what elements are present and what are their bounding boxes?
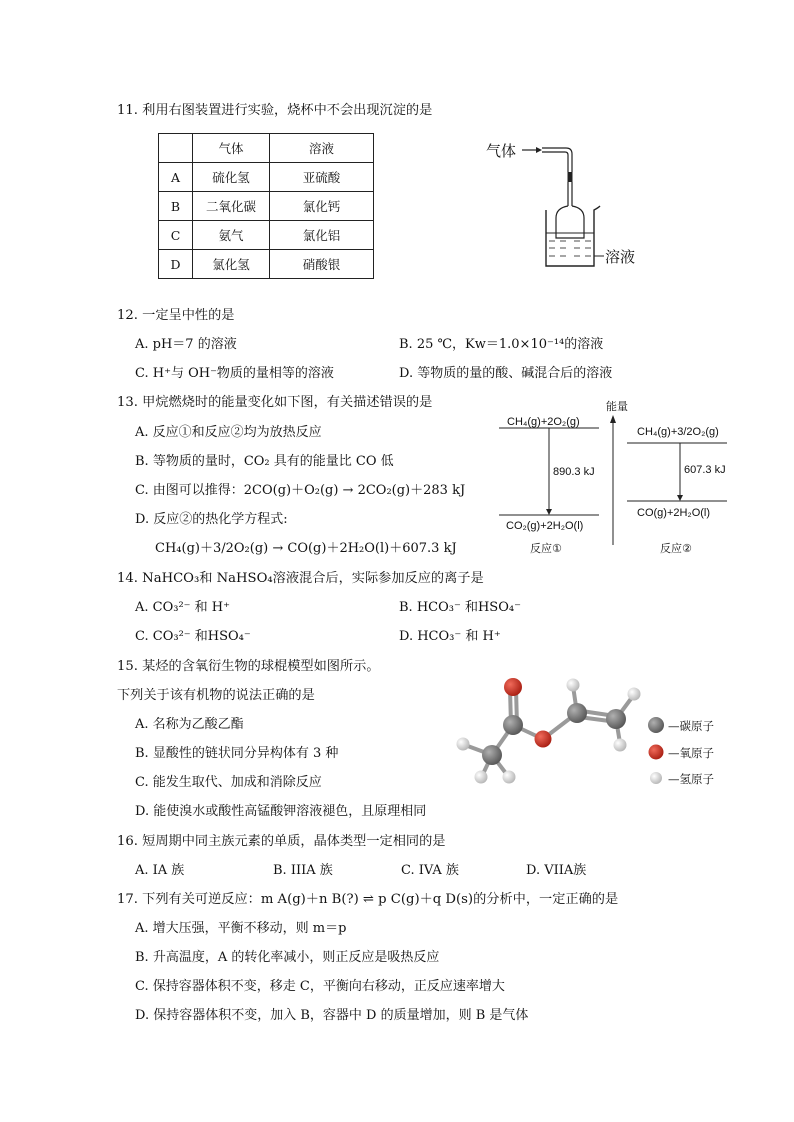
q17-option-c: C. 保持容器体积不变，移走 C，平衡向右移动，正反应速率增大 (135, 979, 505, 994)
hydrogen-atom (475, 771, 488, 784)
q15-option-c: C. 能发生取代、加成和消除反应 (135, 775, 322, 790)
q13-option-d: D. 反应②的热化学方程式: (135, 512, 288, 527)
table-cell: 氨气 (193, 221, 270, 250)
carbon-atom (567, 703, 587, 723)
table-cell: 溶液 (270, 134, 374, 163)
table-cell: 亚硫酸 (270, 163, 374, 192)
q14-option-a: A. CO₃²⁻ 和 H⁺ (135, 600, 231, 615)
r1-value-label: 890.3 kJ (553, 466, 595, 478)
table-cell (159, 134, 193, 163)
table-cell: 气体 (193, 134, 270, 163)
q13-stem: 13. 甲烷燃烧时的能量变化如下图，有关描述错误的是 (117, 395, 433, 410)
q17-option-a: A. 增大压强，平衡不移动，则 m＝p (135, 921, 347, 936)
hydrogen-legend-icon (650, 772, 662, 784)
gas-apparatus-figure (520, 138, 610, 278)
q16-option-a: A. IA 族 (135, 863, 185, 878)
q11-table (158, 133, 374, 279)
carbon-atom (482, 745, 502, 765)
table-row (159, 192, 374, 221)
energy-axis-label: 能量 (606, 401, 628, 413)
hydrogen-atom (567, 679, 580, 692)
hydrogen-atom (614, 739, 627, 752)
r1-top-label: CH₄(g)+2O₂(g) (507, 416, 580, 428)
q12-option-b: B. 25 ℃，Kw＝1.0×10⁻¹⁴的溶液 (399, 337, 604, 352)
q14-option-c: C. CO₃²⁻ 和HSO₄⁻ (135, 629, 251, 644)
q15-option-a: A. 名称为乙酸乙酯 (135, 717, 244, 732)
legend-carbon: —碳原子 (668, 719, 714, 733)
q15-option-d: D. 能使溴水或酸性高锰酸钾溶液褪色，且原理相同 (135, 804, 427, 819)
r2-top-label: CH₄(g)+3/2O₂(g) (637, 426, 719, 438)
table-cell: 硫化氢 (193, 163, 270, 192)
q13-option-a: A. 反应①和反应②均为放热反应 (135, 425, 322, 440)
r1-bottom-label: CO₂(g)+2H₂O(l) (506, 520, 584, 532)
hydrogen-atom (628, 688, 641, 701)
r1-name-label: 反应① (530, 543, 562, 555)
q12-option-c: C. H⁺与 OH⁻物质的量相等的溶液 (135, 366, 334, 381)
table-row (159, 221, 374, 250)
table-cell: D (159, 250, 193, 279)
table-cell: A (159, 163, 193, 192)
table-row (159, 163, 374, 192)
oxygen-legend-icon (649, 745, 664, 760)
r2-bottom-label: CO(g)+2H₂O(l) (637, 507, 711, 519)
q14-option-d: D. HCO₃⁻ 和 H⁺ (399, 629, 501, 644)
q11-stem: 11. 利用右图装置进行实验，烧杯中不会出现沉淀的是 (117, 103, 433, 118)
q16-option-b: B. IIIA 族 (273, 863, 333, 878)
q14-option-b: B. HCO₃⁻ 和HSO₄⁻ (399, 600, 521, 615)
table-cell: B (159, 192, 193, 221)
q14-stem: 14. NaHCO₃和 NaHSO₄溶液混合后，实际参加反应的离子是 (117, 571, 484, 586)
q17-option-d: D. 保持容器体积不变，加入 B，容器中 D 的质量增加，则 B 是气体 (135, 1008, 529, 1023)
table-cell: 二氧化碳 (193, 192, 270, 221)
q13-option-c: C. 由图可以推得：2CO(g)＋O₂(g) → 2CO₂(g)＋283 kJ (135, 483, 466, 498)
q15-stem: 15. 某烃的含氧衍生物的球棍模型如图所示。 (117, 659, 380, 674)
legend-oxygen: —氧原子 (668, 746, 714, 760)
solution-label: 溶液 (605, 249, 636, 266)
table-cell: 硝酸银 (270, 250, 374, 279)
q15-option-b: B. 显酸性的链状同分异构体有 3 种 (135, 746, 339, 761)
carbon-atom (503, 715, 523, 735)
q12-option-a: A. pH＝7 的溶液 (135, 337, 237, 352)
oxygen-atom (504, 678, 522, 696)
q13-option-d-equation: CH₄(g)＋3/2O₂(g) → CO(g)＋2H₂O(l)＋607.3 kJ (155, 541, 457, 556)
q12-option-d: D. 等物质的量的酸、碱混合后的溶液 (399, 366, 613, 381)
hydrogen-atom (503, 771, 516, 784)
r2-value-label: 607.3 kJ (684, 464, 726, 476)
oxygen-atom (535, 731, 552, 748)
q17-stem: 17. 下列有关可逆反应：m A(g)＋n B(?) ⇌ p C(g)＋q D(s)的分析中，一定正确的是 (117, 892, 619, 907)
q15-stem-2: 下列关于该有机物的说法正确的是 (117, 688, 315, 703)
q17-option-b: B. 升高温度，A 的转化率减小，则正反应是吸热反应 (135, 950, 440, 965)
r2-name-label: 反应② (660, 543, 692, 555)
table-cell: 氯化铝 (270, 221, 374, 250)
q16-stem: 16. 短周期中同主族元素的单质，晶体类型一定相同的是 (117, 834, 446, 849)
carbon-atom (606, 709, 626, 729)
ball-and-stick-model (450, 672, 650, 787)
q16-option-d: D. VIIA族 (526, 863, 587, 878)
q16-option-c: C. IVA 族 (401, 863, 459, 878)
q13-option-b: B. 等物质的量时，CO₂ 具有的能量比 CO 低 (135, 454, 394, 469)
gas-label: 气体 (486, 143, 517, 160)
table-cell: 氯化钙 (270, 192, 374, 221)
q12-stem: 12. 一定呈中性的是 (117, 308, 235, 323)
hydrogen-atom (457, 738, 470, 751)
legend-hydrogen: —氢原子 (668, 772, 714, 786)
atom-legend-swatches (646, 715, 666, 787)
table-cell: 氯化氢 (193, 250, 270, 279)
table-row (159, 250, 374, 279)
carbon-legend-icon (648, 717, 664, 733)
table-header-row (159, 134, 374, 163)
table-cell: C (159, 221, 193, 250)
